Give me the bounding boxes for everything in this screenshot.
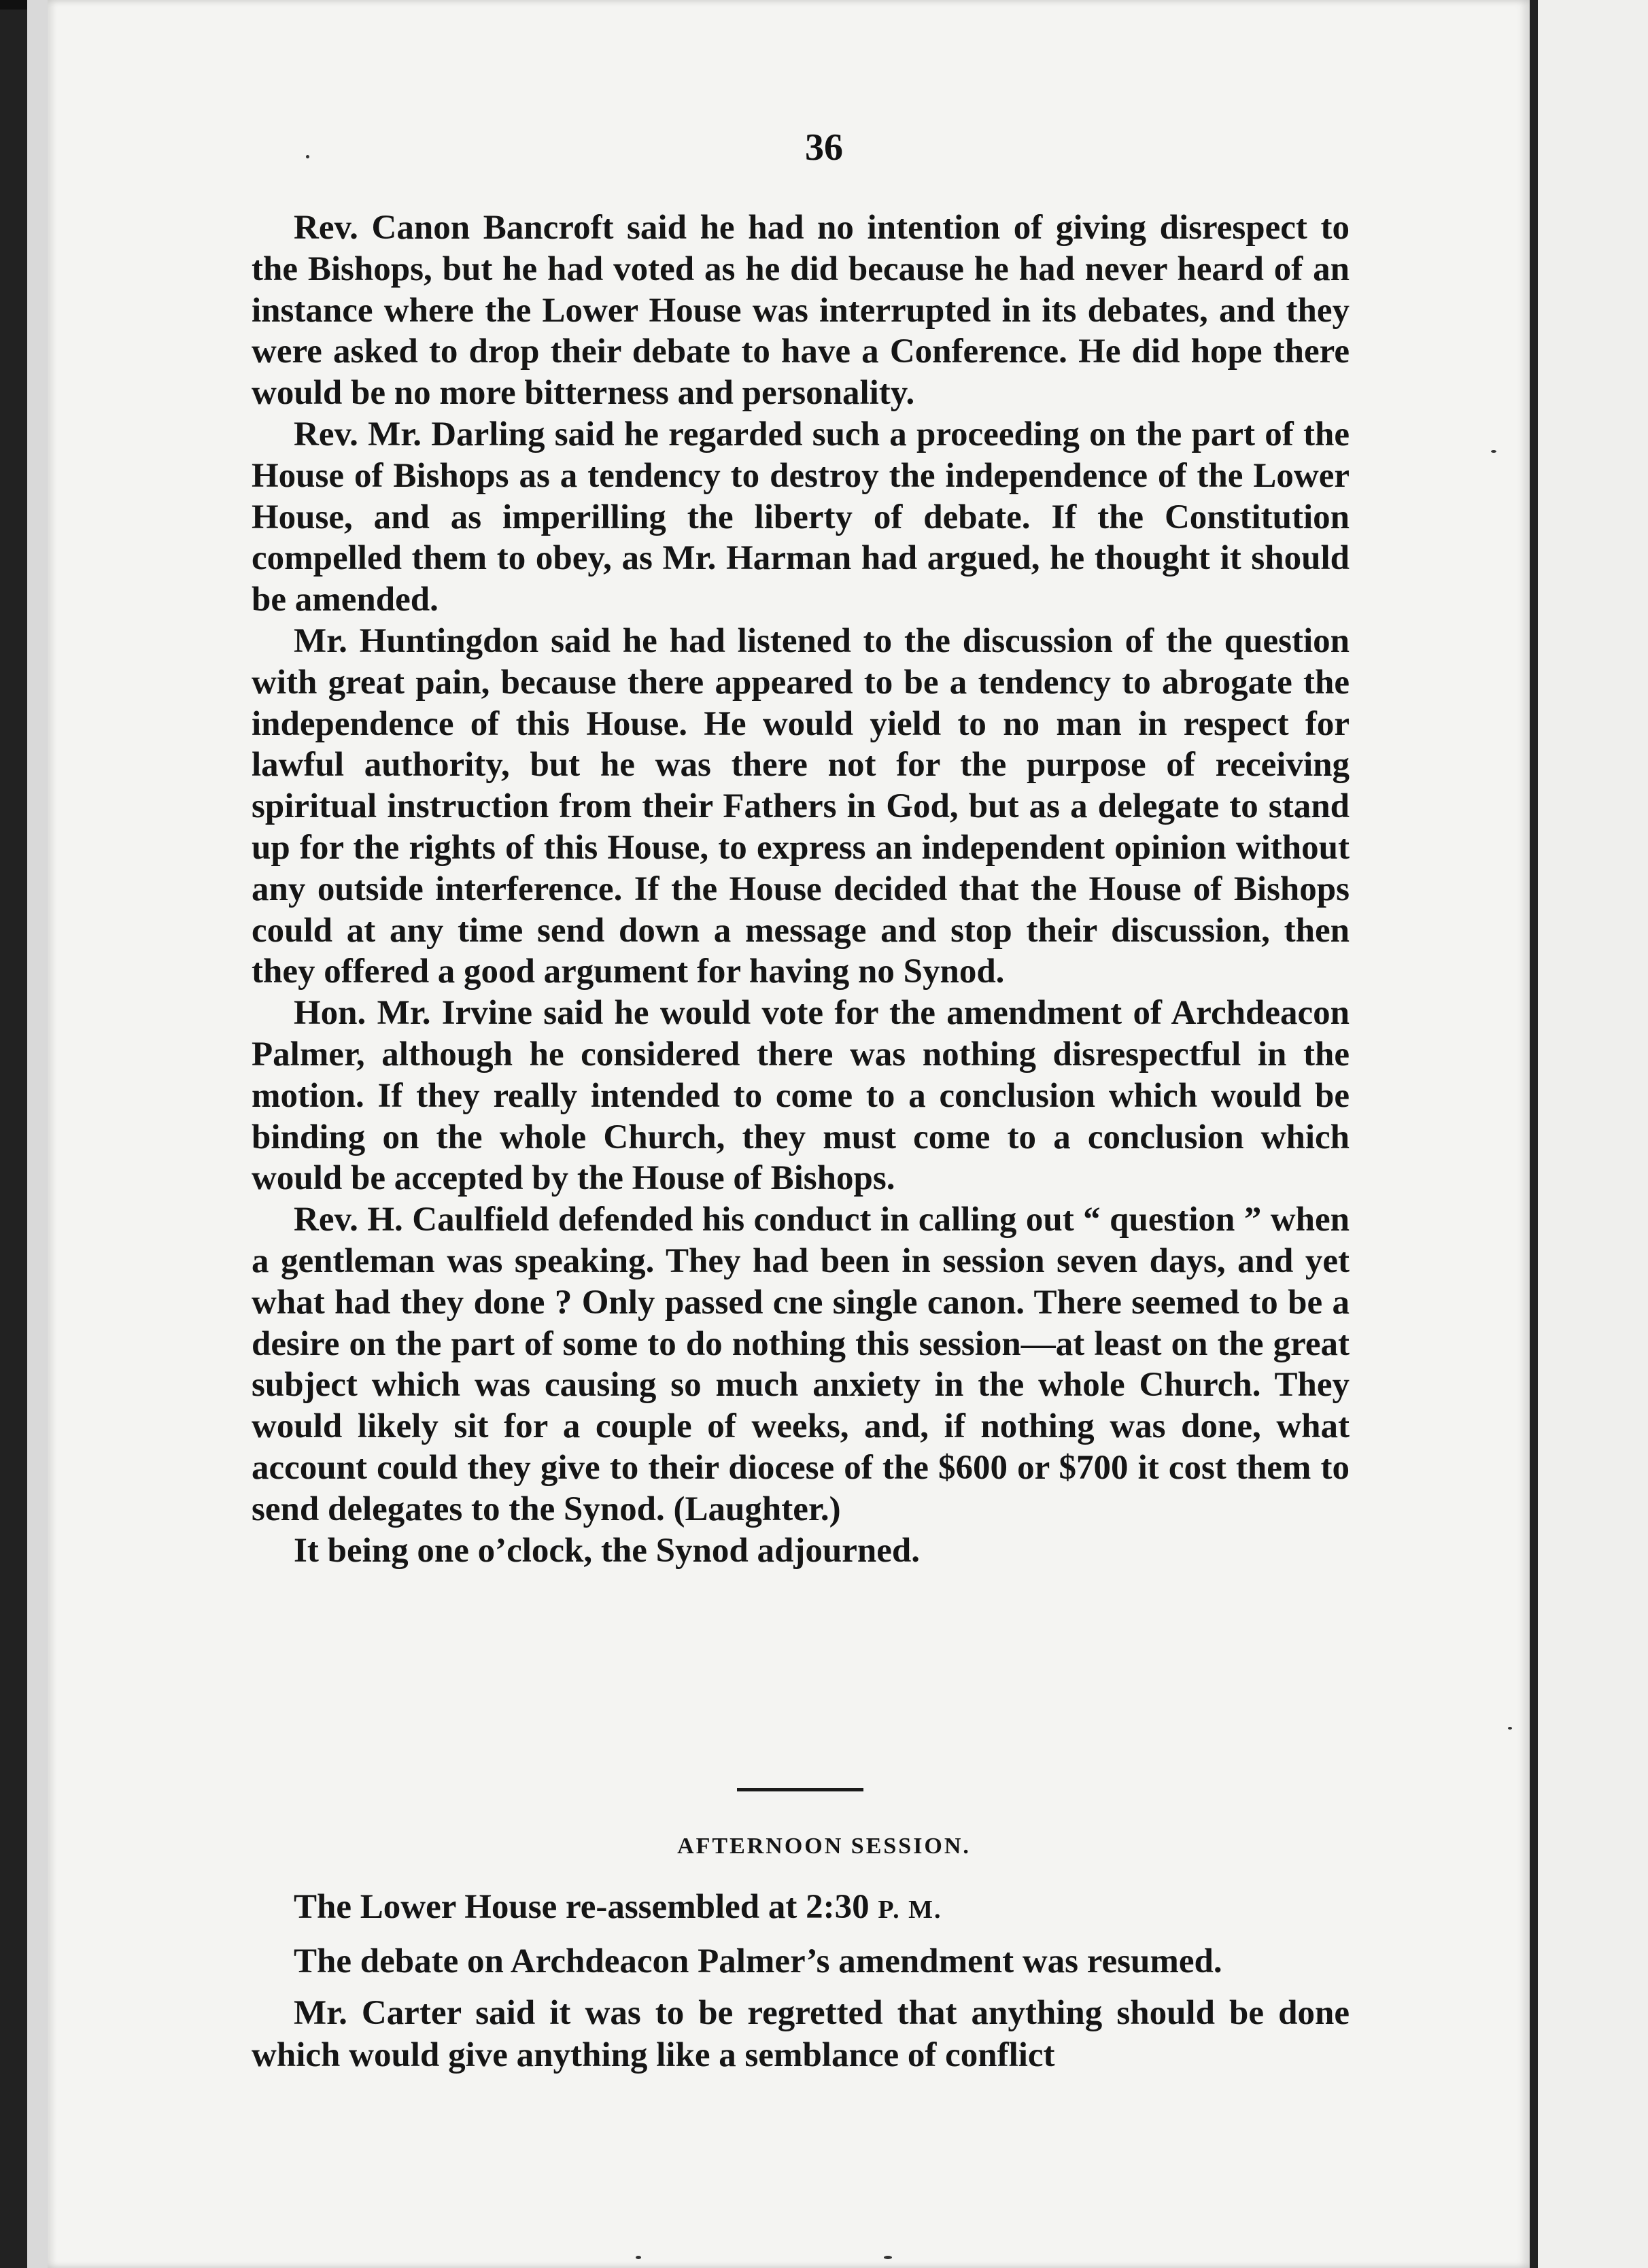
paragraph-irvine: Hon. Mr. Irvine said he would vote for the amendment of Archdeacon Palmer, although he considered there was nothing disrespectful in the motion. If they really intended to come to a conclusion which would be binding on the whole Church, they must come to a conclusion which would be accepted by the House of Bishops. bbox=[252, 994, 1350, 1198]
page-left-edge bbox=[27, 0, 49, 2268]
paragraph-reassembled bbox=[252, 1886, 1350, 1931]
page-number: 36 bbox=[805, 126, 843, 169]
section-divider bbox=[737, 1788, 863, 1791]
scan-speck bbox=[306, 155, 309, 158]
body-text bbox=[252, 207, 1350, 1571]
scan-speck bbox=[1508, 1727, 1512, 1730]
paragraph-bancroft: Rev. Canon Bancroft said he had no intention of giving disrespect to the Bishops, but he had voted as he did because he had never heard of an instance where the Lower House was interrupted in its debates, and they were asked to drop their debate to have a Conference. He did hope there would be no more bitterness and personality. bbox=[252, 209, 1350, 413]
paragraph-debate: The debate on Archdeacon Palmer’s amendment was resumed. bbox=[294, 1942, 1222, 1980]
section-heading: AFTERNOON SESSION. bbox=[677, 1834, 971, 1859]
scan-speck bbox=[636, 2256, 641, 2259]
afternoon-session-text bbox=[252, 1886, 1350, 2076]
scan-speck bbox=[1491, 450, 1496, 453]
paragraph-caulfield: Rev. H. Caulfield defended his conduct in calling out “ question ” when a gentleman was speaking. They had been in session seven days, and yet what had they done ? Only passed cne single canon. There seemed to be a desire on the part of some to do nothing this session—at least on the great subject which was causing so much anxiety in the whole Church. They would likely sit for a couple of weeks, and, if nothing was done, what account could they give to their diocese of the $600 or $700 it cost them to send delegates to the Synod. (Laughter.) bbox=[252, 1201, 1350, 1528]
facing-page-edge bbox=[1538, 0, 1648, 2268]
scan-speck bbox=[884, 2256, 892, 2259]
reassembled-text: The Lower House re-assembled at 2:30 bbox=[294, 1888, 870, 1926]
time-suffix: P. M. bbox=[878, 1895, 942, 1924]
paragraph-huntingdon: Mr. Huntingdon said he had listened to the discussion of the question with great pain, because there appeared to be a tendency to abrogate the independence of this House. He would yield to no man in respect for lawful authority, but he was there not for the purpose of receiving spiritual instruction from their Fathers in God, but as a delegate to stand up for the rights of this House, to express an independent opinion without any outside interference. If the House decided that the House of Bishops could at any time send down a message and stop their discussion, then they offered a good argument for having no Synod. bbox=[252, 621, 1350, 991]
paragraph-adjourned: It being one o’clock, the Synod adjourned. bbox=[294, 1531, 920, 1570]
paragraph-darling: Rev. Mr. Darling said he regarded such a proceeding on the part of the House of Bishops as a tendency to destroy the independence of the Lower House, and as imperilling the liberty of debate. If the Constitution compelled them to obey, as Mr. Harman had argued, he thought it should be amended. bbox=[252, 415, 1350, 619]
paragraph-carter: Mr. Carter said it was to be regretted that anything should be done which would give anything like a semblance of conflict bbox=[252, 1994, 1350, 2074]
